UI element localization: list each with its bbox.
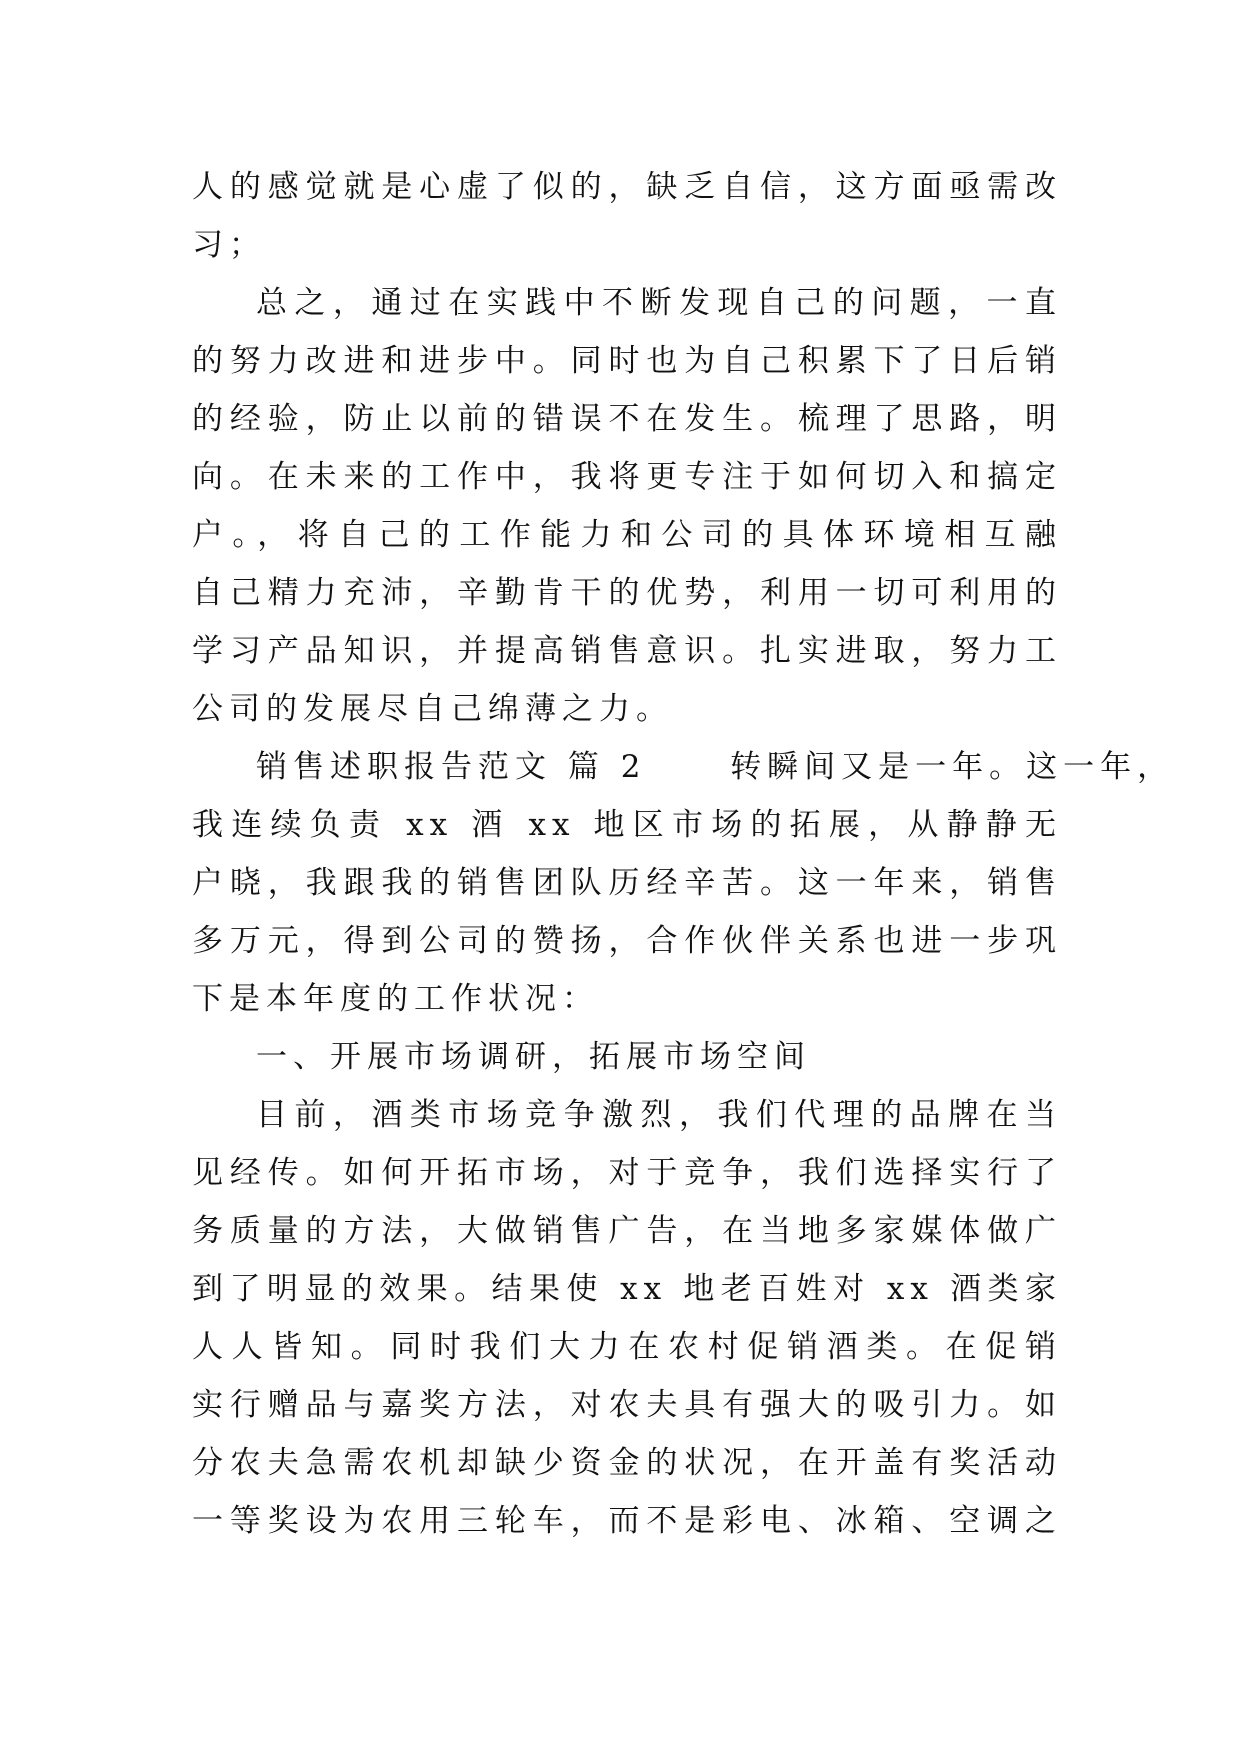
text-line-19: 务质量的方法，大做销售广告，在当地多家媒体做广: [192, 1213, 1062, 1249]
text-line-8: 自己精力充沛，辛勤肯干的优势，利用一切可利用的: [192, 575, 1062, 611]
text-line-13: 户晓，我跟我的销售团队历经辛苦。这一年来，销售: [192, 865, 1062, 901]
text-line-14: 多万元，得到公司的赞扬，合作伙伴关系也进一步巩: [192, 923, 1062, 959]
text-line-12: 我连续负责 xx 酒 xx 地区市场的拓展，从静静无: [192, 807, 1062, 843]
text-line-1: 人的感觉就是心虚了似的，缺乏自信，这方面亟需改: [192, 169, 1062, 205]
section-heading-line: [192, 738, 1175, 796]
text-line-3: 总之，通过在实践中不断发现自己的问题，一直: [256, 285, 1062, 321]
text-line-18: 见经传。如何开拓市场，对于竞争，我们选择实行了: [192, 1155, 1062, 1191]
text-line-2: 习；: [192, 227, 266, 263]
document-page: [192, 158, 1175, 1550]
report-part-label: 篇 2: [567, 749, 647, 785]
text-line-21: 人人皆知。同时我们大力在农村促销酒类。在促销: [192, 1329, 1062, 1365]
text-line-6: 向。在未来的工作中，我将更专注于如何切入和搞定: [192, 459, 1062, 495]
text-line-15: 下是本年度的工作状况：: [192, 981, 599, 1017]
report-opening-text: 转瞬间又是一年。这一年，: [730, 749, 1175, 785]
text-line-10: 公司的发展尽自己绵薄之力。: [192, 691, 673, 727]
text-line-9: 学习产品知识，并提高销售意识。扎实进取，努力工: [192, 633, 1062, 669]
text-line-17: 目前，酒类市场竞争激烈，我们代理的品牌在当: [256, 1097, 1062, 1133]
text-line-24: 一等奖设为农用三轮车，而不是彩电、冰箱、空调之: [192, 1503, 1062, 1539]
text-line-22: 实行赠品与嘉奖方法，对农夫具有强大的吸引力。如: [192, 1387, 1062, 1423]
text-line-7: 户。，将自己的工作能力和公司的具体环境相互融: [192, 517, 1062, 553]
section-one-heading: 一、开展市场调研，拓展市场空间: [256, 1039, 811, 1075]
text-line-23: 分农夫急需农机却缺少资金的状况，在开盖有奖活动: [192, 1445, 1062, 1481]
text-line-4: 的努力改进和进步中。同时也为自己积累下了日后销: [192, 343, 1062, 379]
text-line-5: 的经验，防止以前的错误不在发生。梳理了思路，明: [192, 401, 1062, 437]
report-title: 销售述职报告范文: [256, 749, 552, 785]
text-line-20: 到了明显的效果。结果使 xx 地老百姓对 xx 酒类家: [192, 1271, 1062, 1307]
